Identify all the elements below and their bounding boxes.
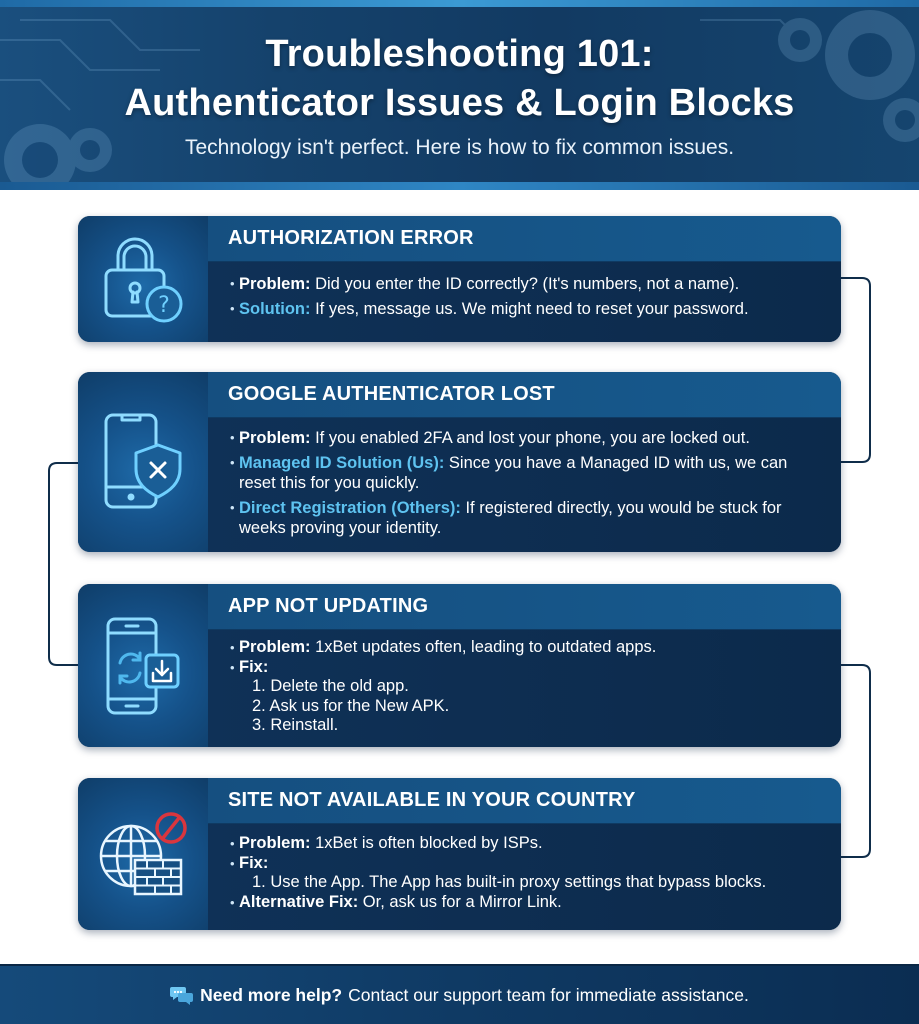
card-icon-panel xyxy=(78,216,208,342)
bullet-alternative-fix xyxy=(230,893,821,913)
fix-step-1: 1. Use the App. The App has built-in proxy settings that bypass blocks. xyxy=(252,873,767,891)
bullet-fix xyxy=(230,854,821,874)
title-line-2: Authenticator Issues & Login Blocks xyxy=(124,82,795,124)
card-icon-panel xyxy=(78,778,208,930)
page-title xyxy=(0,30,919,128)
card-header xyxy=(208,778,841,824)
card-title: APP NOT UPDATING xyxy=(228,595,429,617)
fix-step-1: 1. Delete the old app. xyxy=(252,677,409,695)
lock-question-icon xyxy=(98,232,188,327)
bullet-problem xyxy=(230,638,821,658)
footer-help-bar xyxy=(0,964,919,1024)
globe-firewall-blocked-icon xyxy=(93,804,193,904)
bullet-label: Solution: xyxy=(239,300,311,318)
bullet-text: 1xBet is often blocked by ISPs. xyxy=(310,834,543,852)
card-app-not-updating xyxy=(78,584,841,747)
card-icon-panel xyxy=(78,372,208,552)
card-body xyxy=(208,262,841,342)
bullet-label: Problem: xyxy=(239,429,311,447)
bullet-solution xyxy=(230,299,821,319)
card-body xyxy=(208,630,841,747)
card-title: AUTHORIZATION ERROR xyxy=(228,227,474,249)
footer-strong-text: Need more help? xyxy=(200,984,343,1005)
bullet-label: Fix: xyxy=(239,657,269,676)
bullet-text: 1xBet updates often, leading to outdated apps. xyxy=(310,638,657,656)
page-subtitle: Technology isn't perfect. Here is how to fix common issues. xyxy=(184,136,735,159)
bullet-direct-registration xyxy=(230,498,821,538)
bullet-problem xyxy=(230,834,821,854)
bullet-label: Fix: xyxy=(239,853,269,872)
bullet-label: Alternative Fix: xyxy=(239,892,359,911)
phone-update-download-icon xyxy=(98,611,188,721)
card-header xyxy=(208,216,841,262)
bullet-text: Did you enter the ID correctly? (It's numbers, not a name). xyxy=(310,275,740,293)
bullet-label: Problem: xyxy=(239,275,311,293)
bullet-label: Managed ID Solution (Us): xyxy=(239,454,445,472)
bullet-text: If registered directly, you would be stuck for weeks proving your identity. xyxy=(239,499,782,537)
connector-3-4 xyxy=(841,665,870,857)
bullet-problem xyxy=(230,274,821,294)
bullet-text: If yes, message us. We might need to reset your password. xyxy=(310,300,749,318)
bullet-problem xyxy=(230,428,821,448)
fix-step-3: 3. Reinstall. xyxy=(252,716,339,734)
connector-2-3 xyxy=(49,463,78,665)
bullet-managed-id-solution xyxy=(230,453,821,493)
chat-bubbles-icon xyxy=(170,984,194,1006)
phone-shield-x-icon xyxy=(98,407,188,517)
footer-text: Contact our support team for immediate assistance. xyxy=(348,984,749,1005)
header-banner xyxy=(0,0,919,190)
card-body xyxy=(208,824,841,930)
fix-step-2: 2. Ask us for the New APK. xyxy=(252,696,450,715)
bullet-label: Direct Registration (Others): xyxy=(239,499,461,517)
card-site-not-available xyxy=(78,778,841,930)
bullet-label: Problem: xyxy=(239,638,311,656)
svg-text:?: ? xyxy=(158,292,170,318)
bullet-label: Problem: xyxy=(239,834,311,852)
bullet-text: If you enabled 2FA and lost your phone, you are locked out. xyxy=(310,429,750,447)
bullet-text: Or, ask us for a Mirror Link. xyxy=(358,892,562,911)
card-google-authenticator-lost xyxy=(78,372,841,552)
bullet-fix xyxy=(230,658,821,678)
bullet-text: Since you have a Managed ID with us, we can reset this for you quickly. xyxy=(239,454,788,492)
card-title: GOOGLE AUTHENTICATOR LOST xyxy=(228,383,555,405)
connector-1-2 xyxy=(841,278,870,462)
card-header xyxy=(208,584,841,630)
card-icon-panel xyxy=(78,584,208,747)
card-authorization-error xyxy=(78,216,841,342)
card-header xyxy=(208,372,841,418)
card-body xyxy=(208,418,841,552)
card-title: SITE NOT AVAILABLE IN YOUR COUNTRY xyxy=(228,789,636,811)
title-line-1: Troubleshooting 101: xyxy=(265,33,654,75)
